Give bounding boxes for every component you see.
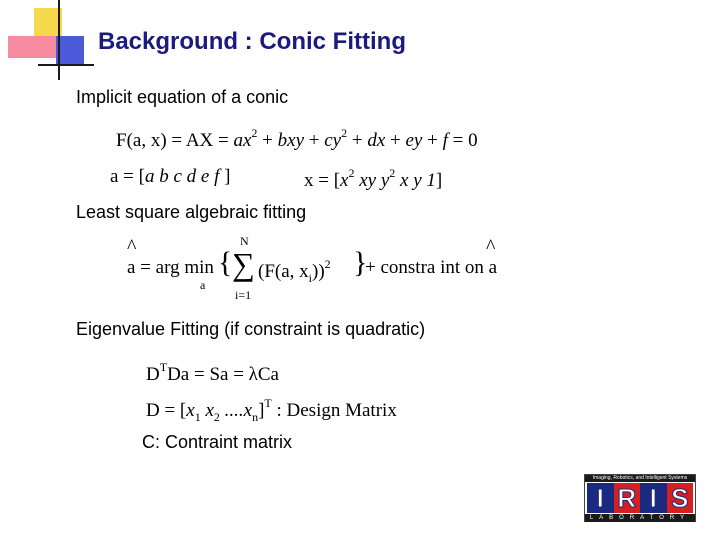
deco-blue-square — [56, 36, 84, 66]
sum-upper: N — [240, 234, 249, 248]
equation-conic: F(a, x) = AX = $ax^2$ + bxy + $cy^2$ + dx + ey + f = 0 — [116, 126, 478, 151]
deco-pink-square — [8, 36, 56, 58]
constraint-note: C: Contraint matrix — [142, 432, 293, 452]
equation-design-matrix: $D = [x_1$ $x_2$ $....x_n]^T$ : Design Matrix — [146, 396, 397, 424]
logo-bottom-text: LABORATORY — [585, 514, 695, 522]
hat-left: ^ — [127, 236, 137, 258]
iris-lab-logo — [584, 474, 696, 522]
section-heading-implicit: Implicit equation of a conic — [76, 87, 289, 107]
equation-eigen: $D^TDa = Sa = \lambda Ca$ — [146, 360, 279, 385]
equation-vector-a: a = [a b c d e f ] — [110, 166, 231, 187]
slide-title: Background : Conic Fitting — [98, 28, 406, 55]
argmin-text: a = arg min — [127, 257, 214, 278]
argmin-subscript: a — [200, 278, 206, 292]
lsq-body: (F(a, $x_i))^2$ — [258, 257, 331, 285]
logo-letter-r: R — [614, 483, 641, 513]
equation-vector-x: $x = [x^2$ xy $y^2$ x y 1] — [304, 166, 443, 191]
brace-close: } — [353, 246, 368, 279]
brace-open: { — [218, 246, 233, 279]
logo-letter-i1: I — [587, 483, 614, 513]
sum-symbol: ∑ — [232, 246, 255, 282]
section-heading-eigenvalue: Eigenvalue Fitting (if constraint is quadratic) — [76, 319, 426, 339]
constraint-text: + constra int on a — [365, 257, 498, 278]
deco-horizontal-line — [38, 64, 94, 66]
logo-letters — [587, 483, 693, 513]
sum-lower: i=1 — [235, 288, 252, 302]
section-heading-least-square: Least square algebraic fitting — [76, 202, 307, 222]
deco-vertical-line — [58, 0, 60, 80]
logo-letter-i2: I — [640, 483, 667, 513]
logo-top-text: Imaging, Robotics, and Intelligent Systems — [585, 475, 695, 482]
hat-right: ^ — [486, 236, 496, 258]
logo-letter-s: S — [667, 483, 694, 513]
